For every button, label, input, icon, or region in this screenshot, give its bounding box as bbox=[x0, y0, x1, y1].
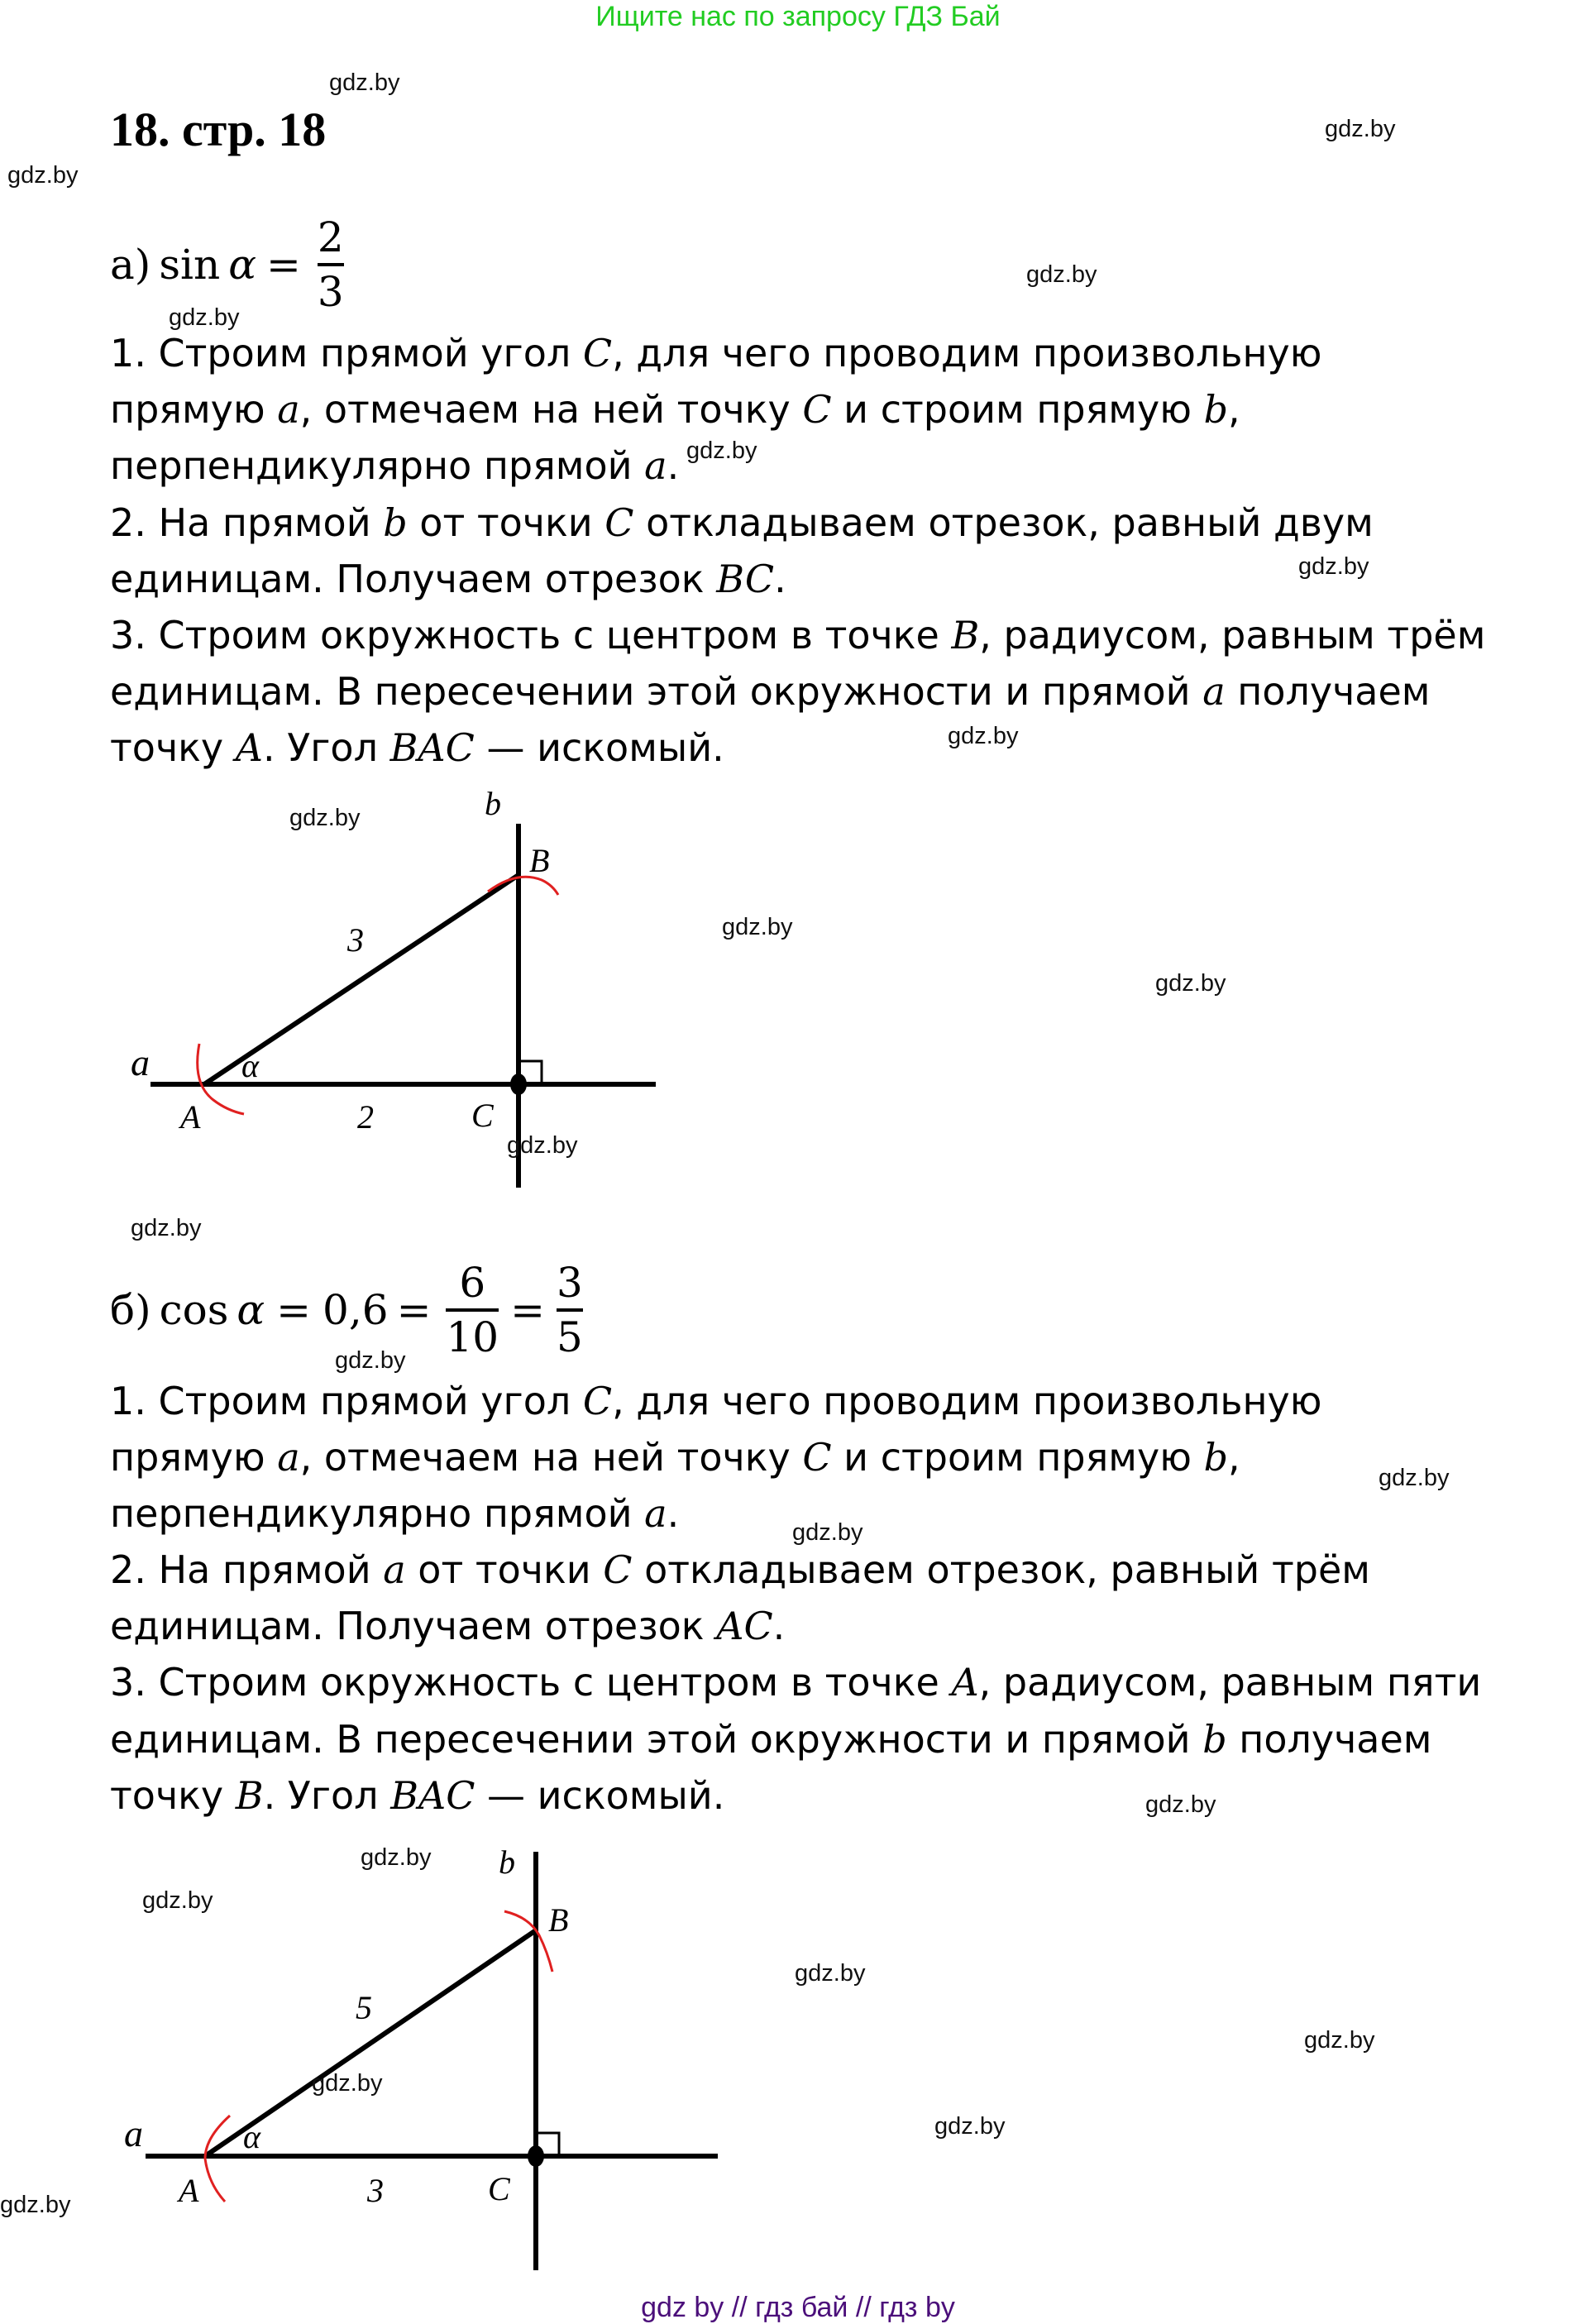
step-text: 3. Строим окружность с центром в точке bbox=[110, 1660, 952, 1705]
denominator: 3 bbox=[317, 268, 344, 316]
label-A: A bbox=[179, 2172, 199, 2209]
arc-at-B bbox=[504, 1911, 552, 1972]
step-text: единицам. Получаем отрезок bbox=[110, 1604, 717, 1648]
denominator: 10 bbox=[446, 1313, 499, 1361]
numerator: 6 bbox=[459, 1259, 486, 1307]
part-b-label: б) bbox=[110, 1286, 151, 1334]
label-B: B bbox=[548, 1901, 569, 1939]
label-hyp-5: 5 bbox=[356, 1989, 372, 2026]
math-variable: b bbox=[1203, 1435, 1229, 1480]
watermark-text: gdz.by bbox=[329, 69, 400, 96]
math-variable: a bbox=[383, 1547, 406, 1592]
equals: = bbox=[396, 1286, 432, 1334]
step-text: , радиусом, равным трём bbox=[979, 613, 1486, 658]
alpha-var: α bbox=[237, 1286, 265, 1334]
math-variable: a bbox=[277, 387, 300, 432]
cos-func: cos bbox=[159, 1286, 229, 1334]
step-text: 1. Строим прямой угол bbox=[110, 1379, 583, 1423]
step-text: — искомый. bbox=[474, 725, 724, 770]
watermark-text: gdz.by bbox=[1304, 2027, 1375, 2054]
step-text: , отмечаем на ней точку bbox=[299, 1435, 803, 1480]
watermark-text: gdz.by bbox=[1379, 1465, 1450, 1491]
step-text: перпендикулярно прямой bbox=[110, 443, 645, 488]
math-variable: C bbox=[802, 1435, 832, 1480]
watermark-text: gdz.by bbox=[1325, 116, 1396, 142]
math-variable: a bbox=[1202, 669, 1226, 714]
step-text: , bbox=[1228, 1435, 1240, 1480]
alpha-var: α bbox=[228, 241, 256, 289]
step-text: откладываем отрезок, равный двум bbox=[633, 500, 1374, 545]
math-variable: A bbox=[951, 1660, 979, 1705]
watermark-text: gdz.by bbox=[792, 1519, 863, 1546]
step-text: . bbox=[667, 443, 680, 488]
math-variable: a bbox=[644, 1491, 667, 1536]
math-variable: B bbox=[235, 1773, 264, 1818]
step-text: , для чего проводим произвольную bbox=[612, 1379, 1322, 1423]
footer-links[interactable]: gdz by // гдз бай // гдз by bbox=[641, 2292, 955, 2323]
watermark-text: gdz.by bbox=[795, 1960, 866, 1987]
math-variable: b bbox=[1202, 1717, 1227, 1762]
step-text: получаем bbox=[1225, 669, 1431, 714]
math-variable: C bbox=[802, 387, 832, 432]
watermark-text: gdz.by bbox=[686, 438, 757, 464]
math-variable: C bbox=[603, 1547, 633, 1592]
step-text: 1. Строим прямой угол bbox=[110, 331, 583, 375]
step-text: и строим прямую bbox=[831, 1435, 1204, 1480]
step-text: прямую bbox=[110, 1435, 278, 1480]
step-text: от точки bbox=[405, 1547, 604, 1592]
step-text: , для чего проводим произвольную bbox=[612, 331, 1322, 375]
watermark-text: gdz.by bbox=[0, 2192, 71, 2218]
step-text: единицам. В пересечении этой окружности и прямой bbox=[110, 1717, 1203, 1762]
step-text: 3. Строим окружность с центром в точке bbox=[110, 613, 952, 658]
step-text: . Угол bbox=[263, 1773, 391, 1818]
watermark-text: gdz.by bbox=[1026, 261, 1097, 288]
math-variable: b bbox=[1203, 387, 1229, 432]
label-leg-2: 2 bbox=[357, 1098, 374, 1136]
numerator: 2 bbox=[317, 213, 344, 261]
step-text: . bbox=[772, 1604, 786, 1648]
page-title: 18. стр. 18 bbox=[110, 103, 327, 156]
watermark-text: gdz.by bbox=[335, 1347, 406, 1374]
step-text: единицам. Получаем отрезок bbox=[110, 557, 717, 601]
step-text: . bbox=[774, 557, 786, 601]
watermark-text: gdz.by bbox=[507, 1132, 578, 1159]
label-A: A bbox=[180, 1098, 201, 1136]
math-variable: BAC bbox=[389, 725, 475, 770]
step-text: откладываем отрезок, равный трём bbox=[632, 1547, 1370, 1592]
math-variable: BAC bbox=[390, 1773, 475, 1818]
step-text: от точки bbox=[407, 500, 605, 545]
label-hyp-3: 3 bbox=[347, 921, 364, 959]
watermark-text: gdz.by bbox=[312, 2070, 383, 2097]
watermark-text: gdz.by bbox=[169, 304, 240, 331]
point-C-dot bbox=[528, 2145, 544, 2167]
step-text: , радиусом, равным пяти bbox=[978, 1660, 1482, 1705]
label-B: B bbox=[529, 842, 550, 879]
step-text: . bbox=[667, 1491, 680, 1536]
step-text: получаем bbox=[1226, 1717, 1432, 1762]
label-C: C bbox=[488, 2170, 510, 2207]
equals: = bbox=[276, 1286, 312, 1334]
step-text: — искомый. bbox=[475, 1773, 725, 1818]
denominator: 5 bbox=[557, 1313, 583, 1361]
math-variable: b bbox=[383, 500, 408, 545]
label-b: b bbox=[499, 1843, 515, 1881]
watermark-text: gdz.by bbox=[948, 723, 1019, 749]
label-C: C bbox=[471, 1097, 494, 1134]
label-alpha: α bbox=[243, 2118, 260, 2155]
watermark-text: gdz.by bbox=[289, 805, 361, 831]
label-a: a bbox=[124, 2112, 143, 2154]
decimal-value: 0,6 bbox=[323, 1286, 389, 1334]
watermark-text: gdz.by bbox=[131, 1215, 202, 1241]
step-text: 2. На прямой bbox=[110, 1547, 384, 1592]
step-text: прямую bbox=[110, 387, 278, 432]
label-leg-3: 3 bbox=[367, 2172, 384, 2209]
step-text: единицам. В пересечении этой окружности и прямой bbox=[110, 669, 1203, 714]
math-variable: C bbox=[582, 331, 613, 375]
watermark-text: gdz.by bbox=[7, 162, 79, 189]
equals: = bbox=[265, 241, 301, 289]
watermark-text: gdz.by bbox=[361, 1844, 432, 1871]
step-text: и строим прямую bbox=[831, 387, 1204, 432]
promo-banner[interactable]: Ищите нас по запросу ГДЗ Бай bbox=[595, 1, 1001, 32]
watermark-text: gdz.by bbox=[1298, 553, 1369, 580]
watermark-text: gdz.by bbox=[1155, 970, 1226, 997]
label-b: b bbox=[485, 785, 501, 822]
math-variable: A bbox=[235, 725, 263, 770]
watermark-text: gdz.by bbox=[934, 2113, 1006, 2140]
step-text: 2. На прямой bbox=[110, 500, 384, 545]
math-variable: B bbox=[951, 613, 980, 658]
math-variable: BC bbox=[716, 557, 775, 601]
step-text: , отмечаем на ней точку bbox=[299, 387, 803, 432]
step-text: перпендикулярно прямой bbox=[110, 1491, 645, 1536]
math-variable: a bbox=[644, 443, 667, 488]
sin-func: sin bbox=[159, 241, 221, 289]
watermark-text: gdz.by bbox=[1145, 1791, 1216, 1818]
step-text: точку bbox=[110, 1773, 236, 1818]
step-text: . Угол bbox=[262, 725, 390, 770]
math-variable: C bbox=[582, 1379, 613, 1423]
step-text: , bbox=[1228, 387, 1240, 432]
label-a: a bbox=[131, 1041, 150, 1083]
step-text: точку bbox=[110, 725, 236, 770]
label-alpha: α bbox=[241, 1047, 259, 1084]
watermark-text: gdz.by bbox=[142, 1887, 213, 1914]
math-variable: AC bbox=[716, 1604, 773, 1648]
equals: = bbox=[510, 1286, 546, 1334]
watermark-text: gdz.by bbox=[722, 914, 793, 940]
part-a-label: а) bbox=[110, 241, 151, 289]
numerator: 3 bbox=[557, 1259, 583, 1307]
math-variable: C bbox=[604, 500, 634, 545]
math-variable: a bbox=[277, 1435, 300, 1480]
